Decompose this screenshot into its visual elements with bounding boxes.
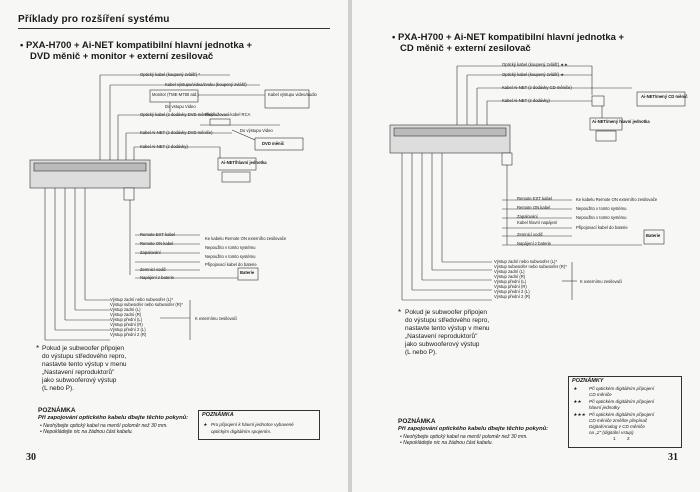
label-out-rear-l-r: Výstup zadní (L)	[494, 269, 525, 274]
left-nb-title: POZNÁMKA	[38, 407, 76, 414]
left-box-line2: optickým digitálním spojením.	[211, 429, 272, 434]
right-box-s3-text3: Digital/Analog v CD měniče	[589, 424, 645, 429]
left-heading-line2: DVD měnič + monitor + externí zesilovač	[30, 51, 214, 62]
label-ainet-supplied-r: Kabel Ai-NET (z dodávky)	[502, 98, 550, 103]
label-head-unit: Ai-NET/hlavní jednotka	[221, 160, 267, 165]
label-battery-box: Baterie	[240, 270, 255, 275]
right-page	[352, 0, 700, 492]
label-ainet-dvd: Kabel Ai-NET (z dodávky DVD měniče)	[140, 130, 213, 135]
right-heading-line2: CD měnič + externí zesilovač	[400, 43, 531, 54]
left-nb-item: • Neohýbejte optický kabel na menší poloměr než 30 mm.	[40, 423, 168, 429]
right-note-box	[568, 376, 682, 448]
label-cd-changer: Ai-NET/mený CD měnič	[641, 94, 688, 99]
label-out-front-r: Výstup přední (R)	[110, 322, 143, 327]
label-out-front-l2-r: Výstup přední 2 (L)	[494, 289, 530, 294]
left-box-line1: Pro připojení k hlavní jednotce vybavené	[211, 422, 294, 427]
label-video-output-box: Kabel výstupu video/audio	[268, 92, 317, 97]
label-battery-box-r: Baterie	[646, 233, 661, 238]
label-video-cable: Kabel výstupu/videa/zvuku (koupený zvlášť)	[165, 82, 247, 87]
right-note	[405, 309, 490, 357]
right-box-switch-2: 2	[627, 436, 630, 441]
note-bullet: *	[398, 308, 402, 317]
label-out-sub: Výstup zadní nebo subwoofer (L)*	[110, 297, 174, 302]
left-page	[0, 0, 348, 492]
label-out-sub-r: Výstup subwoofer nebo subwoofer (R)*	[110, 302, 183, 307]
right-box-s2-text1: Při optickém digitálním připojení	[589, 399, 655, 404]
note-line: Pokud je subwoofer připojen	[405, 309, 488, 316]
label-battery: Napájení z baterie	[140, 275, 174, 280]
right-box-s2-text2: hlavní jednotky	[589, 405, 620, 410]
note-line: (L nebo P).	[405, 349, 437, 356]
label-not-used-2: Nepoužito v tomto systému	[205, 254, 256, 259]
right-heading-line1: • PXA-H700 + Ai-NET kompatibilní hlavní jednotka +	[392, 32, 625, 43]
label-remote-ext: Remote EXT kabel	[140, 232, 176, 237]
right-nb-title: POZNÁMKA	[398, 418, 436, 425]
label-ainet-supplied: Kabel Ai-NET (z dodávky)	[140, 144, 188, 149]
label-optical-top: Optický kabel (koupený zvlášť) *	[140, 72, 200, 77]
label-not-used-r: Nepoužito v tomto systému	[576, 206, 627, 211]
label-to-battery: Připojovací kabel do baterie	[205, 262, 257, 267]
right-box-s3-text4: na „2" (digitální vstup)	[589, 430, 634, 435]
label-to-battery-r: Připojovací kabel do baterie	[576, 225, 628, 230]
label-out-sub-r-r: Výstup subwoofer nebo subwoofer (R)*	[494, 264, 567, 269]
label-remote-on: Remote ON kabel	[140, 241, 174, 246]
label-out-front-r-r: Výstup přední (R)	[494, 284, 527, 289]
label-not-used: Nepoužito v tomto systému	[205, 245, 256, 250]
label-to-video-output: Do výstupu Video	[240, 128, 273, 133]
right-box-s1-text1: Při optickém digitálním připojení	[589, 386, 655, 391]
note-line: do výstupu středového repro,	[42, 353, 127, 360]
label-out-front-r2: Výstup přední 2 (R)	[110, 332, 147, 337]
label-to-ext-amp: K externímu zesilovači	[195, 316, 237, 321]
note-line: jako subwooferový výstup	[42, 377, 117, 384]
note-line: „Nastavení reproduktorů"	[405, 333, 478, 340]
right-box-s1: ★	[573, 386, 578, 391]
label-rca-cable: Prodlužovací kabel RCA	[205, 112, 251, 117]
label-not-used-r2: Nepoužito v tomto systému	[576, 215, 627, 220]
label-ainet-cd: Kabel Ai-NET (z dodávky CD měniče)	[502, 85, 572, 90]
right-nb-item: • Nepokládejte nic na žádnou část kabelu.	[400, 440, 493, 446]
left-box-title: POZNÁMKA	[202, 412, 234, 418]
right-box-title: POZNÁMKY	[572, 378, 604, 384]
label-optical-dvd: Optický kabel (z dodávky DVD měniče)	[140, 112, 213, 117]
section-title: Příklady pro rozšíření systému	[18, 14, 170, 25]
label-out-front-l-r: Výstup přední (L)	[494, 279, 527, 284]
label-out-front-r2-r: Výstup přední 2 (R)	[494, 294, 531, 299]
right-box-switch-1: 1	[613, 436, 616, 441]
label-to-remote-r: Ke kabelu Remote ON externího zesilovače	[576, 197, 658, 202]
label-out-front-l: Výstup přední (L)	[110, 317, 143, 322]
label-battery-r: Napájení z baterie	[517, 241, 551, 246]
left-box-star: ★	[203, 422, 208, 427]
label-out-rear-l: Výstup zadní (L)	[110, 307, 141, 312]
label-out-rear-r: Výstup zadní (R)	[110, 312, 142, 317]
label-out-front-l2: Výstup přední 2 (L)	[110, 327, 146, 332]
label-ground-r: Zemnicí vodič	[517, 232, 543, 237]
note-line: (L nebo P).	[42, 385, 74, 392]
right-box-s3-text1: Při optickém digitálním připojení	[589, 412, 655, 417]
left-note	[42, 345, 127, 393]
label-head-unit-r: Ai-NET/mený hlavní jednotka	[592, 119, 650, 124]
page-number-left: 30	[26, 452, 36, 463]
note-line: jako subwooferový výstup	[405, 341, 480, 348]
note-bullet: *	[36, 344, 40, 353]
label-out-sub-r: Výstup zadní nebo subwoofer (L)*	[494, 259, 558, 264]
label-dvd-changer: DVD měnič	[262, 141, 285, 146]
note-line: nastavte tento výstup v menu	[42, 361, 127, 368]
label-ignition-r: Zapalování	[517, 214, 538, 219]
label-optical-2: Optický kabel (koupený zvlášť) ★	[502, 72, 565, 77]
right-box-s1-text2: CD měniče	[589, 392, 612, 397]
right-box-s3: ★★★	[573, 412, 586, 417]
left-nb-item: • Nepokládejte nic na žádnou část kabelu.	[40, 429, 133, 435]
note-line: do výstupu středového repro,	[405, 317, 490, 324]
label-to-remote: Ke kabelu Remote ON externího zesilovače	[205, 236, 287, 241]
left-nb-sub: Při zapojování optického kabelu dbejte těchto pokynů:	[38, 415, 189, 421]
right-nb-sub: Při zapojování optického kabelu dbejte těchto pokynů:	[398, 426, 549, 432]
label-out-rear-r-r: Výstup zadní (R)	[494, 274, 526, 279]
label-ground: Zemnicí vodič	[140, 267, 166, 272]
label-video-input: Do vstupu Video	[165, 104, 196, 109]
note-line: nastavte tento výstup v menu	[405, 325, 490, 332]
page-number-right: 31	[668, 452, 678, 463]
label-optical-1: Optický kabel (koupený zvlášť) ★★	[502, 62, 568, 67]
label-to-ext-amp-r: K externímu zesilovači	[580, 279, 622, 284]
note-line: „Nastavení reproduktorů"	[42, 369, 115, 376]
note-line: Pokud je subwoofer připojen	[42, 345, 125, 352]
label-monitor: Monitor (TME-M780 atd.)	[152, 92, 199, 97]
label-remote-ext-r: Remote EXT kabel	[517, 196, 553, 201]
right-box-s2: ★★	[573, 399, 582, 404]
label-power-lead-r: Kabel hlavní napájení	[517, 220, 558, 225]
label-remote-on-r: Remote ON kabel	[517, 205, 551, 210]
label-ignition: Zapalování	[140, 250, 161, 255]
left-note-box	[198, 410, 320, 440]
right-box-s3-text2: CD měniče změňte přepínač	[589, 418, 648, 423]
right-nb-item: • Neohýbejte optický kabel na menší poloměr než 30 mm.	[400, 434, 528, 440]
left-heading-line1: • PXA-H700 + Ai-NET kompatibilní hlavní jednotka +	[20, 40, 253, 51]
